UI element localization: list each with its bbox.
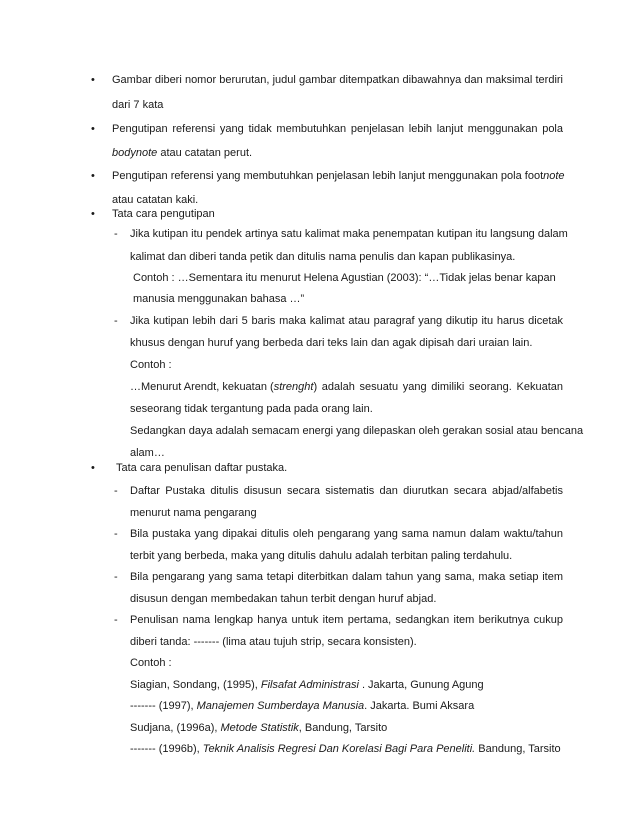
text-run: …Menurut Arendt, kekuatan (	[130, 381, 274, 393]
pustaka-3-line-2: disusun dengan membedakan tahun terbit dengan huruf abjad.	[130, 593, 437, 605]
reference-entry	[130, 742, 561, 756]
text-run: . Jakarta, Gunung Agung	[358, 679, 484, 691]
pustaka-3-line-1: Bila pengarang yang sama tetapi diterbitkan dalam tahun yang sama, maka setiap item	[130, 571, 563, 583]
text-run: Pengutipan referensi yang membutuhkan penjelasan lebih lanjut menggunakan pola foot	[112, 170, 544, 182]
pustaka-1-line-2: menurut nama pengarang	[130, 507, 257, 519]
dash-marker: -	[114, 228, 118, 240]
kutipan-2-quote-line-4: alam…	[130, 447, 165, 459]
bullet-3-line-2: atau catatan kaki.	[112, 194, 199, 206]
bullet-icon: •	[91, 208, 95, 220]
italic-term: bodynote	[112, 147, 158, 159]
pustaka-4-line-1: Penulisan nama lengkap hanya untuk item pertama, sedangkan item berikutnya cukup	[130, 614, 563, 626]
dash-marker: -	[114, 614, 118, 626]
text-run: Siagian, Sondang, (1995),	[130, 679, 261, 691]
kutipan-1-line-1: Jika kutipan itu pendek artinya satu kalimat maka penempatan kutipan itu langsung dalam	[130, 228, 568, 240]
pustaka-2-line-1: Bila pustaka yang dipakai ditulis oleh pengarang yang sama namun dalam waktu/tahun	[130, 528, 563, 540]
dash-marker: -	[114, 528, 118, 540]
text-run: ------- (1996b),	[130, 743, 203, 755]
italic-title: Filsafat Administrasi	[260, 679, 359, 691]
text-run: Bandung, Tarsito	[475, 743, 561, 755]
bullet-5-heading: Tata cara penulisan daftar pustaka.	[116, 462, 288, 474]
kutipan-2-line-2: khusus dengan huruf yang berbeda dari teks lain dan agak dipisah dari uraian lain.	[130, 337, 533, 349]
bullet-2-line-2	[112, 146, 252, 160]
kutipan-2-quote-line-1	[130, 380, 563, 394]
text-run: . Jakarta. Bumi Aksara	[364, 700, 475, 712]
italic-title: Manajemen Sumberdaya Manusia	[196, 700, 365, 712]
pustaka-4-line-2: diberi tanda: ------- (lima atau tujuh strip, secara konsisten).	[130, 636, 417, 648]
reference-entry	[130, 721, 387, 735]
pustaka-4-contoh-label: Contoh :	[130, 657, 172, 669]
text-run: atau catatan perut.	[157, 147, 253, 159]
bullet-2-line-1: Pengutipan referensi yang tidak membutuhkan penjelasan lebih lanjut menggunakan pola	[112, 123, 563, 135]
text-run: ------- (1997),	[130, 700, 197, 712]
reference-entry	[130, 678, 484, 692]
italic-title: Teknik Analisis Regresi Dan Korelasi Bagi Para Peneliti.	[202, 743, 476, 755]
bullet-1-line-2: dari 7 kata	[112, 99, 164, 111]
kutipan-2-quote-line-3: Sedangkan daya adalah semacam energi yang dilepaskan oleh gerakan sosial atau bencana	[130, 425, 584, 437]
bullet-icon: •	[91, 170, 95, 182]
pustaka-1-line-1: Daftar Pustaka ditulis disusun secara sistematis dan diurutkan secara abjad/alfabetis	[130, 485, 563, 497]
italic-term: strenght	[273, 381, 314, 393]
bullet-1-line-1: Gambar diberi nomor berurutan, judul gambar ditempatkan dibawahnya dan maksimal terdiri	[112, 74, 563, 86]
bullet-3-line-1	[112, 169, 563, 183]
bullet-icon: •	[91, 462, 95, 474]
text-run: ) adalah sesuatu yang dimiliki seorang. Kekuatan	[313, 381, 563, 393]
kutipan-1-contoh-2: manusia menggunakan bahasa …”	[133, 293, 305, 305]
kutipan-2-contoh-label: Contoh :	[130, 359, 172, 371]
italic-title: Metode Statistik	[220, 722, 299, 734]
dash-marker: -	[114, 571, 118, 583]
dash-marker: -	[114, 315, 118, 327]
kutipan-2-quote-line-2: seseorang tidak tergantung pada pada orang lain.	[130, 403, 373, 415]
bullet-icon: •	[91, 74, 95, 86]
kutipan-1-contoh-1: Contoh : …Sementara itu menurut Helena Agustian (2003): “…Tidak jelas benar kapan	[133, 272, 556, 284]
bullet-4-heading: Tata cara pengutipan	[112, 208, 215, 220]
kutipan-1-line-2: kalimat dan diberi tanda petik dan ditulis nama penulis dan kapan publikasinya.	[130, 251, 516, 263]
dash-marker: -	[114, 485, 118, 497]
text-run: Sudjana, (1996a),	[130, 722, 221, 734]
text-run: , Bandung, Tarsito	[298, 722, 388, 734]
pustaka-2-line-2: terbit yang berbeda, maka yang ditulis dahulu adalah terbitan paling terdahulu.	[130, 550, 513, 562]
kutipan-2-line-1: Jika kutipan lebih dari 5 baris maka kalimat atau paragraf yang dikutip itu harus dicetak	[130, 315, 563, 327]
italic-term: note	[543, 170, 565, 182]
reference-entry	[130, 699, 474, 713]
bullet-icon: •	[91, 123, 95, 135]
